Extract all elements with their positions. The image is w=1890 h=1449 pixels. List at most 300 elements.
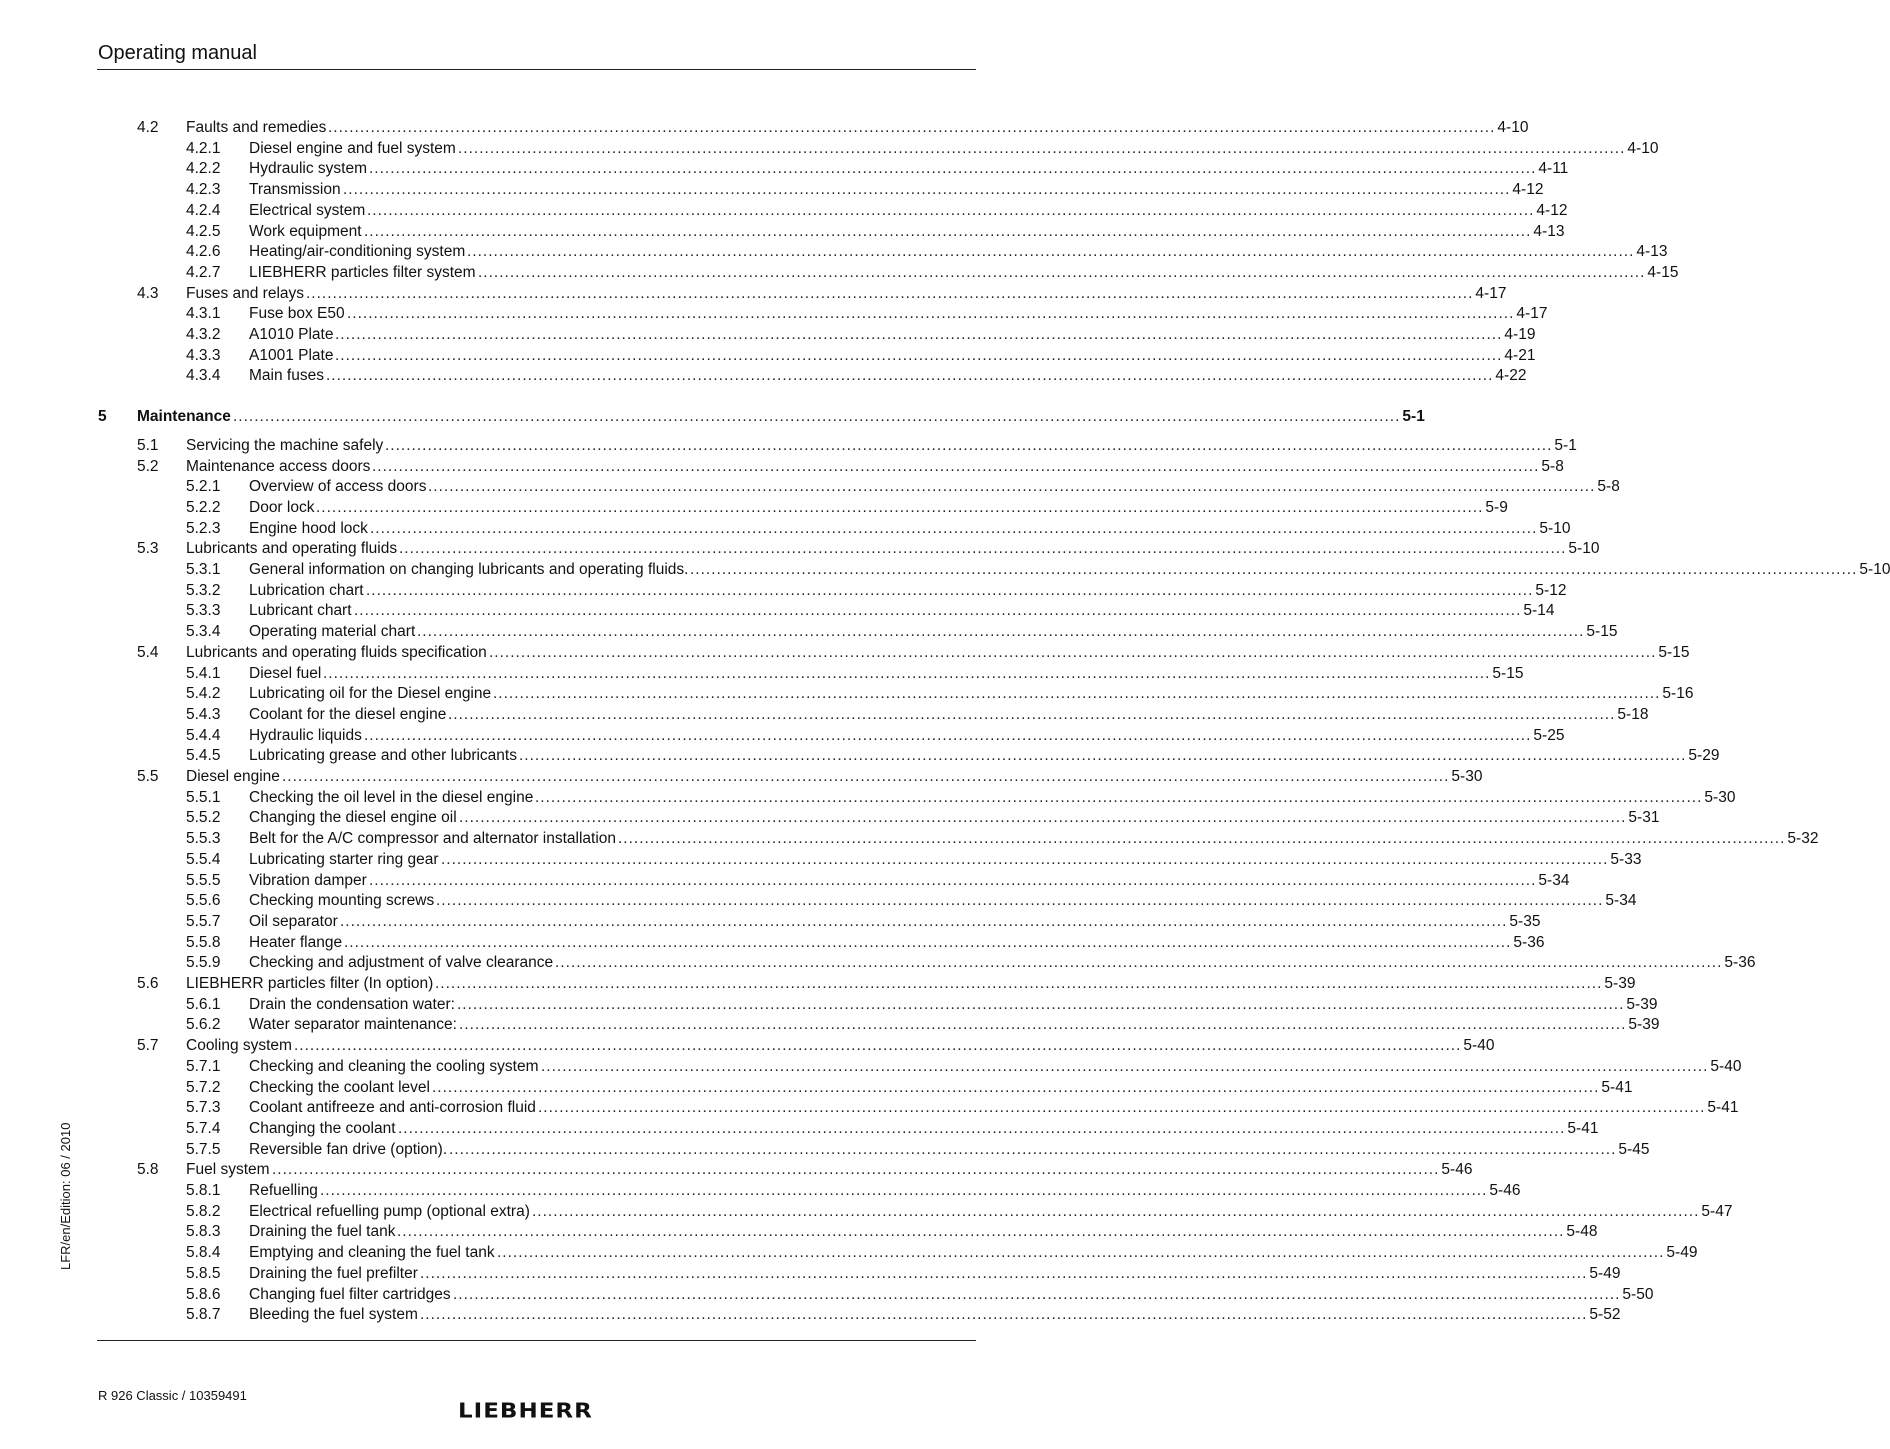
toc-entry-title: Servicing the machine safely — [186, 436, 384, 454]
toc-entry-title: Refuelling — [249, 1182, 318, 1199]
toc-entry-title: Checking and adjustment of valve clearance — [249, 954, 554, 972]
toc-entry-title: Lubricating starter ring gear — [249, 850, 439, 868]
toc-entry-title: Lubricants and operating fluids specification — [186, 643, 487, 661]
toc-entry-page: 5-18 — [1617, 705, 1649, 723]
toc-entry-number: 4.2 — [137, 119, 159, 136]
toc-dot-leader: ............................................................................................................................................................................................................................ — [347, 305, 1515, 323]
toc-entry-number: 5.8.3 — [186, 1223, 221, 1241]
toc-entry-title: Transmission — [249, 181, 341, 199]
toc-entry-number: 5.3.2 — [186, 581, 221, 599]
toc-entry-number: 5.6.1 — [186, 995, 221, 1013]
toc-entry-number: 5.8.4 — [186, 1244, 221, 1262]
toc-entry[interactable] — [0, 159, 1569, 179]
toc-entry-page: 5-40 — [1710, 1057, 1742, 1075]
toc-entry-page: 4-13 — [1636, 243, 1668, 261]
toc-entry-title: Heater flange — [249, 933, 343, 951]
toc-entry-title: Diesel fuel — [249, 664, 322, 682]
toc-entry-leader — [435, 974, 1636, 994]
toc-dot-leader: ............................................................................................................................................................................................................................ — [398, 1119, 1566, 1137]
toc-entry-title: Fuse box E50 — [249, 305, 345, 323]
toc-entry-leader — [449, 1140, 1650, 1160]
toc-entry-leader — [326, 366, 1527, 386]
toc-entry-number: 5.7.5 — [186, 1140, 221, 1158]
toc-entry-title: Fuel system — [186, 1161, 270, 1179]
toc-dot-leader: ............................................................................................................................................................................................................................ — [428, 478, 1596, 496]
toc-entry-number: 4.3 — [137, 284, 159, 302]
toc-entry[interactable] — [0, 643, 1690, 663]
toc-entry-leader — [458, 139, 1659, 159]
toc-entry-number: 5.5.8 — [186, 933, 221, 951]
toc-entry-title: Checking and cleaning the cooling system — [249, 1057, 539, 1075]
toc-entry[interactable] — [0, 477, 1620, 497]
toc-entry[interactable] — [0, 581, 1567, 601]
toc-entry[interactable] — [0, 407, 1425, 427]
toc-entry-page: 5-8 — [1597, 478, 1620, 496]
toc-entry-number: 5.3.4 — [186, 623, 221, 641]
toc-entry-leader — [448, 705, 1649, 725]
toc-entry-number: 4.2.3 — [186, 181, 221, 199]
toc-dot-leader: ............................................................................................................................................................................................................................ — [282, 768, 1450, 785]
toc-entry-number: 5.8.2 — [186, 1202, 221, 1220]
toc-entry[interactable] — [0, 1305, 1621, 1325]
toc-entry-leader — [538, 1098, 1739, 1118]
toc-entry-title: Operating material chart — [249, 623, 416, 641]
toc-entry-leader — [489, 643, 1690, 663]
toc-entry-title: Hydraulic system — [249, 160, 367, 178]
toc-entry-title: Draining the fuel prefilter — [249, 1264, 418, 1282]
toc-entry-leader — [272, 1160, 1473, 1180]
toc-entry-number: 5.5 — [137, 768, 159, 785]
toc-entry-leader — [372, 457, 1564, 477]
toc-entry-page: 5-46 — [1489, 1182, 1521, 1199]
toc-dot-leader: ............................................................................................................................................................................................................................ — [618, 830, 1786, 848]
toc-entry-number: 5.7 — [137, 1037, 159, 1055]
toc-entry[interactable] — [0, 457, 1564, 477]
toc-entry[interactable] — [0, 1202, 1733, 1222]
toc-entry-title: Vibration damper — [249, 871, 367, 889]
toc-dot-leader: ............................................................................................................................................................................................................................ — [340, 912, 1508, 930]
toc-entry-title: LIEBHERR particles filter (In option) — [186, 975, 434, 992]
toc-entry-title: Electrical system — [249, 201, 366, 219]
toc-entry-title: Checking mounting screws — [249, 892, 435, 910]
toc-entry-leader — [459, 1015, 1660, 1035]
toc-entry-title: Diesel engine — [186, 768, 280, 785]
toc-entry-page: 5-52 — [1589, 1306, 1621, 1324]
toc-entry-leader — [294, 1036, 1495, 1056]
toc-entry-leader — [323, 664, 1524, 684]
toc-dot-leader: ............................................................................................................................................................................................................................ — [449, 1140, 1617, 1158]
toc-dot-leader: ............................................................................................................................................................................................................................ — [354, 602, 1522, 620]
toc-entry-leader — [398, 1119, 1599, 1139]
toc-entry-number: 5.2.2 — [186, 498, 221, 516]
toc-entry[interactable] — [0, 366, 1527, 386]
toc-entry-title: Overview of access doors — [249, 478, 427, 496]
toc-entry-leader — [478, 263, 1679, 283]
toc-entry-page: 4-22 — [1495, 367, 1527, 385]
toc-dot-leader: ............................................................................................................................................................................................................................ — [328, 119, 1496, 136]
toc-entry[interactable] — [0, 953, 1756, 973]
toc-entry-title: A1001 Plate — [249, 346, 334, 364]
toc-entry-leader — [397, 1222, 1598, 1242]
toc-entry[interactable] — [0, 995, 1658, 1015]
toc-entry-number: 5.8.7 — [186, 1306, 221, 1324]
toc-entry[interactable] — [0, 1119, 1599, 1139]
toc-entry-leader — [457, 995, 1658, 1015]
toc-entry-number: 4.2.7 — [186, 263, 221, 281]
toc-entry-leader — [428, 477, 1620, 497]
toc-entry-number: 5.2.3 — [186, 519, 221, 537]
toc-entry-page: 5-15 — [1492, 664, 1524, 682]
toc-entry[interactable] — [0, 664, 1524, 684]
toc-entry-leader — [370, 519, 1571, 539]
toc-dot-leader: ............................................................................................................................................................................................................................ — [370, 519, 1538, 537]
toc-entry-number: 5.2 — [137, 457, 159, 475]
toc-entry-title: Changing the coolant — [249, 1119, 396, 1137]
toc-entry-page: 5-36 — [1513, 933, 1545, 951]
toc-entry[interactable] — [0, 1264, 1621, 1284]
toc-entry[interactable] — [0, 912, 1541, 932]
toc-entry[interactable] — [0, 974, 1636, 994]
toc-entry[interactable] — [0, 325, 1536, 345]
toc-entry[interactable] — [0, 788, 1736, 808]
toc-entry-title: Maintenance — [137, 408, 231, 426]
toc-entry-title: Lubricating grease and other lubricants — [249, 747, 517, 765]
toc-entry-page: 5-1 — [1402, 408, 1425, 426]
toc-entry[interactable] — [0, 1078, 1633, 1098]
toc-entry[interactable] — [0, 222, 1565, 242]
toc-entry[interactable] — [0, 1057, 1742, 1077]
toc-entry-title: Diesel engine and fuel system — [249, 139, 456, 157]
toc-entry-title: Drain the condensation water: — [249, 995, 455, 1013]
toc-entry-title: Work equipment — [249, 222, 362, 240]
toc-entry-title: Cooling system — [186, 1037, 292, 1055]
toc-entry-title: Emptying and cleaning the fuel tank — [249, 1244, 495, 1262]
toc-entry-leader — [541, 1057, 1742, 1077]
toc-dot-leader: ............................................................................................................................................................................................................................ — [532, 1202, 1700, 1220]
toc-entry-page: 5-34 — [1605, 892, 1637, 910]
toc-entry-number: 5.4.2 — [186, 685, 221, 703]
toc-entry-number: 5.5.1 — [186, 788, 221, 806]
toc-entry-page: 5-41 — [1567, 1119, 1599, 1137]
toc-entry-leader — [354, 601, 1555, 621]
toc-entry[interactable] — [0, 933, 1545, 953]
toc-dot-leader: ............................................................................................................................................................................................................................ — [335, 326, 1503, 343]
toc-entry-page: 5-40 — [1463, 1037, 1495, 1055]
toc-entry-page: 5-39 — [1604, 975, 1636, 992]
toc-entry-page: 5-39 — [1628, 1016, 1660, 1034]
toc-entry-leader — [420, 1264, 1621, 1284]
toc-entry-number: 4.2.4 — [186, 201, 221, 219]
toc-entry-leader — [282, 767, 1483, 787]
toc-entry-title: Changing fuel filter cartridges — [249, 1285, 451, 1303]
toc-entry-title: Lubricating oil for the Diesel engine — [249, 685, 492, 703]
toc-entry-number: 5.4.5 — [186, 747, 221, 765]
toc-dot-leader: ............................................................................................................................................................................................................................ — [343, 181, 1511, 199]
toc-entry-page: 4-21 — [1504, 346, 1536, 364]
toc-dot-leader: ............................................................................................................................................................................................................................ — [367, 201, 1535, 219]
toc-entry-title: Electrical refuelling pump (optional extra) — [249, 1202, 530, 1220]
toc-entry-number: 5.7.3 — [186, 1099, 221, 1117]
toc-entry[interactable] — [0, 498, 1508, 518]
toc-entry-leader — [344, 933, 1545, 953]
toc-entry-page: 5-34 — [1538, 871, 1570, 889]
toc-entry-leader — [343, 180, 1544, 200]
toc-entry-title: Hydraulic liquids — [249, 726, 362, 744]
footer-divider — [97, 1340, 976, 1341]
toc-dot-leader: ............................................................................................................................................................................................................................ — [335, 346, 1503, 364]
toc-dot-leader: ............................................................................................................................................................................................................................ — [448, 705, 1616, 723]
toc-entry-page: 5-12 — [1535, 581, 1567, 599]
toc-entry-number: 5.7.4 — [186, 1119, 221, 1137]
toc-entry-page: 5-1 — [1554, 436, 1577, 454]
toc-entry-leader — [453, 1285, 1654, 1305]
toc-dot-leader: ............................................................................................................................................................................................................................ — [417, 623, 1585, 641]
toc-entry-page: 4-12 — [1536, 201, 1568, 219]
toc-entry-number: 5.1 — [137, 436, 159, 454]
toc-entry-number: 5.6 — [137, 975, 159, 992]
toc-entry[interactable] — [0, 829, 1819, 849]
toc-dot-leader: ............................................................................................................................................................................................................................ — [399, 540, 1567, 558]
toc-entry-page: 5-9 — [1485, 498, 1508, 516]
toc-dot-leader: ............................................................................................................................................................................................................................ — [294, 1037, 1462, 1055]
toc-entry[interactable] — [0, 871, 1570, 891]
toc-entry[interactable] — [0, 242, 1668, 262]
toc-entry[interactable] — [0, 180, 1544, 200]
toc-dot-leader: ............................................................................................................................................................................................................................ — [344, 933, 1512, 951]
toc-dot-leader: ............................................................................................................................................................................................................................ — [497, 1244, 1665, 1262]
toc-entry-leader — [306, 284, 1507, 304]
toc-entry-title: Lubricants and operating fluids — [186, 540, 398, 558]
toc-entry-number: 4.2.6 — [186, 243, 221, 261]
toc-entry-leader — [432, 1078, 1633, 1098]
toc-entry[interactable] — [0, 1160, 1473, 1180]
toc-entry[interactable] — [0, 1181, 1521, 1201]
toc-entry[interactable] — [0, 767, 1483, 787]
toc-entry[interactable] — [0, 139, 1659, 159]
toc-entry-page: 5-46 — [1441, 1161, 1473, 1179]
toc-entry-title: Fuses and relays — [186, 284, 305, 302]
toc-entry[interactable] — [0, 436, 1577, 456]
toc-dot-leader: ............................................................................................................................................................................................................................ — [459, 1016, 1627, 1034]
toc-entry[interactable] — [0, 705, 1649, 725]
toc-entry[interactable] — [0, 622, 1618, 642]
toc-entry[interactable] — [0, 1140, 1650, 1160]
toc-entry-number: 5.4.4 — [186, 726, 221, 744]
toc-dot-leader: ............................................................................................................................................................................................................................ — [372, 457, 1540, 475]
toc-entry-page: 5-32 — [1787, 830, 1819, 848]
toc-entry[interactable] — [0, 346, 1536, 366]
toc-entry-number: 4.3.1 — [186, 305, 221, 323]
toc-entry-page: 5-35 — [1509, 912, 1541, 930]
toc-entry-page: 5-16 — [1662, 685, 1694, 703]
toc-entry[interactable] — [0, 726, 1565, 746]
toc-entry-page: 4-13 — [1533, 222, 1565, 240]
toc-dot-leader: ............................................................................................................................................................................................................................ — [459, 809, 1627, 827]
toc-entry-page: 4-10 — [1497, 119, 1529, 136]
toc-entry[interactable] — [0, 560, 1890, 580]
toc-entry-number: 4.3.4 — [186, 367, 221, 385]
toc-entry-page: 4-10 — [1627, 139, 1659, 157]
toc-entry-title: Heating/air-conditioning system — [249, 243, 466, 261]
toc-entry-title: Belt for the A/C compressor and alternator installation — [249, 830, 617, 848]
toc-entry-number: 4.2.5 — [186, 222, 221, 240]
toc-entry-page: 5-31 — [1628, 809, 1660, 827]
toc-dot-leader: ............................................................................................................................................................................................................................ — [420, 1264, 1588, 1282]
toc-entry-leader — [364, 222, 1565, 242]
toc-entry[interactable] — [0, 1015, 1660, 1035]
toc-entry-page: 5-10 — [1539, 519, 1571, 537]
toc-dot-leader: ............................................................................................................................................................................................................................ — [272, 1161, 1440, 1179]
toc-entry-leader — [420, 1305, 1621, 1325]
toc-entry-number: 5.5.9 — [186, 954, 221, 972]
toc-entry-page: 4-11 — [1538, 160, 1569, 178]
toc-entry-number: 5 — [98, 408, 107, 426]
toc-entry[interactable] — [0, 284, 1507, 304]
toc-entry-page: 5-49 — [1666, 1244, 1698, 1262]
toc-entry[interactable] — [0, 808, 1660, 828]
toc-entry-leader — [519, 746, 1720, 766]
toc-entry[interactable] — [0, 601, 1555, 621]
toc-entry-leader — [367, 201, 1568, 221]
toc-entry-number: 4.3.3 — [186, 346, 221, 364]
toc-entry-title: Oil separator — [249, 912, 338, 930]
toc-entry-page: 5-15 — [1658, 643, 1690, 661]
toc-dot-leader: ............................................................................................................................................................................................................................ — [306, 284, 1474, 302]
toc-dot-leader: ............................................................................................................................................................................................................................ — [364, 222, 1532, 240]
toc-entry[interactable] — [0, 1243, 1698, 1263]
toc-dot-leader: ............................................................................................................................................................................................................................ — [435, 975, 1603, 992]
toc-entry-title: General information on changing lubricants and operating fluids. — [249, 561, 689, 578]
toc-entry[interactable] — [0, 263, 1679, 283]
toc-entry-title: Coolant for the diesel engine — [249, 705, 447, 723]
toc-dot-leader: ............................................................................................................................................................................................................................ — [478, 263, 1646, 281]
toc-entry[interactable] — [0, 118, 1529, 138]
toc-entry[interactable] — [0, 1285, 1654, 1305]
toc-entry-number: 5.5.2 — [186, 809, 221, 827]
toc-entry-page: 5-47 — [1701, 1202, 1733, 1220]
toc-entry[interactable] — [0, 891, 1637, 911]
toc-entry-page: 5-50 — [1622, 1285, 1654, 1303]
toc-entry-number: 5.3 — [137, 540, 159, 558]
toc-dot-leader: ............................................................................................................................................................................................................................ — [493, 685, 1661, 703]
toc-entry-number: 5.8.6 — [186, 1285, 221, 1303]
toc-entry-title: A1010 Plate — [249, 326, 334, 343]
toc-entry-leader — [233, 407, 1425, 427]
toc-dot-leader: ............................................................................................................................................................................................................................ — [519, 747, 1687, 765]
toc-dot-leader: ............................................................................................................................................................................................................................ — [316, 498, 1484, 516]
toc-dot-leader: ............................................................................................................................................................................................................................ — [369, 871, 1537, 889]
toc-entry-number: 5.7.1 — [186, 1057, 221, 1075]
toc-entry-leader — [467, 242, 1668, 262]
toc-entry-leader — [366, 581, 1567, 601]
toc-entry-page: 5-10 — [1568, 540, 1600, 558]
toc-dot-leader: ............................................................................................................................................................................................................................ — [467, 243, 1635, 261]
toc-entry-leader — [459, 808, 1660, 828]
toc-entry[interactable] — [0, 1098, 1739, 1118]
toc-entry-number: 5.8 — [137, 1161, 159, 1179]
toc-dot-leader: ............................................................................................................................................................................................................................ — [489, 643, 1657, 661]
toc-entry-leader — [618, 829, 1819, 849]
toc-entry-leader — [532, 1202, 1733, 1222]
toc-dot-leader: ............................................................................................................................................................................................................................ — [369, 160, 1537, 178]
toc-entry[interactable] — [0, 201, 1568, 221]
toc-entry-number: 5.5.3 — [186, 830, 221, 848]
toc-entry-title: Engine hood lock — [249, 519, 368, 537]
toc-entry-title: Coolant antifreeze and anti-corrosion fluid — [249, 1099, 536, 1117]
toc-dot-leader: ............................................................................................................................................................................................................................ — [535, 788, 1703, 806]
toc-entry-page: 4-15 — [1647, 263, 1679, 281]
toc-entry-page: 5-36 — [1724, 954, 1756, 972]
toc-dot-leader: ............................................................................................................................................................................................................................ — [320, 1182, 1488, 1199]
toc-entry-number: 5.5.4 — [186, 850, 221, 868]
edition-label: LFR/en/Edition: 06 / 2010 — [58, 1122, 73, 1270]
toc-entry[interactable] — [0, 746, 1720, 766]
toc-entry-page: 5-48 — [1566, 1223, 1598, 1241]
toc-entry-title: Faults and remedies — [186, 119, 327, 136]
toc-entry-page: 5-49 — [1589, 1264, 1621, 1282]
toc-entry-title: Maintenance access doors — [186, 457, 371, 475]
toc-dot-leader: ............................................................................................................................................................................................................................ — [432, 1078, 1600, 1096]
toc-entry-number: 4.3.2 — [186, 326, 221, 343]
toc-entry-leader — [436, 891, 1637, 911]
toc-entry-page: 5-45 — [1618, 1140, 1650, 1158]
toc-entry-number: 5.8.5 — [186, 1264, 221, 1282]
toc-entry[interactable] — [0, 539, 1600, 559]
toc-entry-page: 4-17 — [1516, 305, 1548, 323]
toc-entry[interactable] — [0, 304, 1548, 324]
toc-entry-number: 5.6.2 — [186, 1016, 221, 1034]
toc-dot-leader: ............................................................................................................................................................................................................................ — [690, 561, 1858, 578]
toc-entry-leader — [535, 788, 1736, 808]
toc-entry-number: 5.4.1 — [186, 664, 221, 682]
toc-entry-leader — [555, 953, 1756, 973]
toc-entry-page: 5-33 — [1610, 850, 1642, 868]
toc-entry-leader — [385, 436, 1577, 456]
toc-entry-number: 5.5.5 — [186, 871, 221, 889]
toc-dot-leader: ............................................................................................................................................................................................................................ — [458, 139, 1626, 157]
toc-entry-title: Bleeding the fuel system — [249, 1306, 418, 1324]
toc-entry[interactable] — [0, 684, 1694, 704]
toc-entry-leader — [690, 560, 1890, 580]
toc-dot-leader: ............................................................................................................................................................................................................................ — [441, 850, 1609, 868]
toc-entry-leader — [364, 726, 1565, 746]
toc-entry[interactable] — [0, 850, 1642, 870]
toc-dot-leader: ............................................................................................................................................................................................................................ — [233, 408, 1401, 426]
toc-entry[interactable] — [0, 1222, 1598, 1242]
toc-entry-title: LIEBHERR particles filter system — [249, 263, 476, 281]
toc-entry-page: 4-12 — [1512, 181, 1544, 199]
toc-dot-leader: ............................................................................................................................................................................................................................ — [541, 1057, 1709, 1075]
toc-entry-leader — [328, 118, 1529, 138]
toc-entry-page: 5-39 — [1626, 995, 1658, 1013]
toc-entry-page: 5-14 — [1523, 602, 1555, 620]
toc-entry[interactable] — [0, 519, 1571, 539]
toc-entry-leader — [320, 1181, 1521, 1201]
toc-entry-leader — [417, 622, 1618, 642]
toc-entry-title: Changing the diesel engine oil — [249, 809, 457, 827]
toc-entry-leader — [316, 498, 1508, 518]
page-header-title: Operating manual — [98, 42, 257, 64]
toc-entry-number: 5.4 — [137, 643, 159, 661]
toc-entry-number: 4.2.1 — [186, 139, 221, 157]
toc-entry-page: 5-30 — [1704, 788, 1736, 806]
toc-entry-page: 5-10 — [1859, 561, 1890, 578]
toc-dot-leader: ............................................................................................................................................................................................................................ — [453, 1285, 1621, 1303]
toc-entry-page: 5-29 — [1688, 747, 1720, 765]
toc-entry-leader — [441, 850, 1642, 870]
toc-dot-leader: ............................................................................................................................................................................................................................ — [555, 954, 1723, 972]
toc-entry[interactable] — [0, 1036, 1495, 1056]
